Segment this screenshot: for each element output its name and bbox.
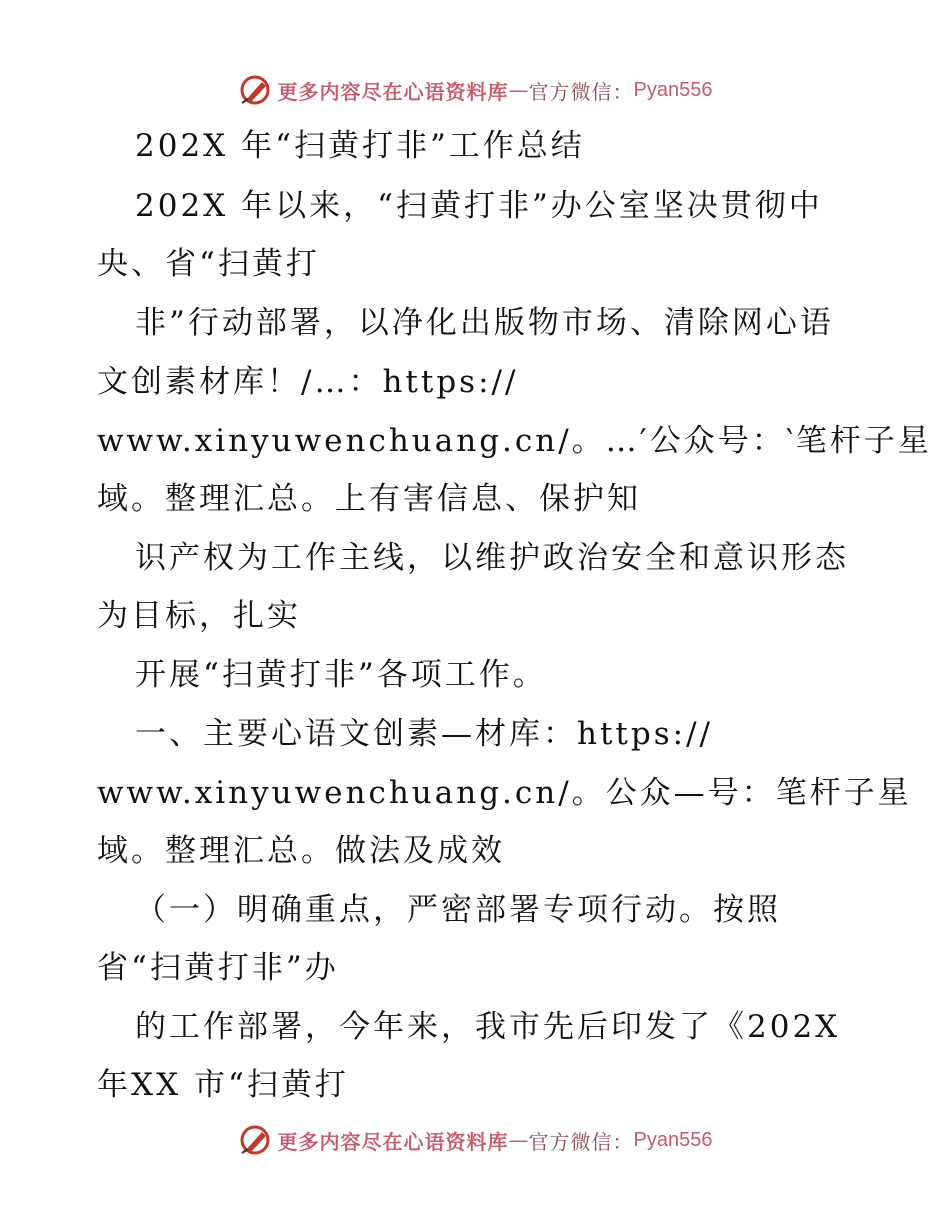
text-line: 域。整理汇总。上有害信息、保护知 <box>97 481 641 517</box>
banner-handle: Pyan556 <box>633 78 713 101</box>
text-line: 202X 年以来，“扫黄打非”办公室坚决贯彻中 <box>135 188 823 224</box>
subsection-heading: （一）明确重点，严密部署专项行动。按照 <box>135 892 781 928</box>
text-line: 文创素材库！/…：https:// <box>97 364 519 400</box>
banner-wechat-label: 官方微信： <box>528 1129 634 1154</box>
text-line: 省“扫黄打非”办 <box>97 950 339 986</box>
text-line: www.xinyuwenchuang.cn/。…′公众号：‵笔杆子星 <box>97 423 932 459</box>
banner-site-text: 更多内容尽在心语资料库 <box>277 1129 509 1154</box>
banner-handle: Pyan556 <box>633 1128 713 1151</box>
text-line: 非”行动部署，以净化出版物市场、清除网心语 <box>135 305 834 341</box>
banner-site-text: 更多内容尽在心语资料库 <box>277 79 509 104</box>
text-line: 为目标，扎实 <box>97 598 301 634</box>
text-line: 央、省“扫黄打 <box>97 246 320 282</box>
footer-banner <box>0 1120 950 1160</box>
banner-dash: — <box>508 78 529 102</box>
banner-wechat-label: 官方微信： <box>528 79 634 104</box>
section-heading: 一、主要心语文创素—材库：https:// <box>135 716 713 752</box>
document-title: 202X 年“扫黄打非”工作总结 <box>135 128 585 164</box>
text-line: www.xinyuwenchuang.cn/。公众—号：笔杆子星 <box>97 775 912 811</box>
text-line: 识产权为工作主线，以维护政治安全和意识形态 <box>135 540 849 576</box>
pen-logo-icon <box>238 1123 272 1157</box>
text-line: 的工作部署，今年来，我市先后印发了《202X <box>135 1009 841 1045</box>
banner-dash: — <box>508 1128 529 1152</box>
text-line: 域。整理汇总。做法及成效 <box>97 833 505 869</box>
text-line: 年XX 市“扫黄打 <box>97 1067 349 1103</box>
text-line: 开展“扫黄打非”各项工作。 <box>135 657 547 693</box>
